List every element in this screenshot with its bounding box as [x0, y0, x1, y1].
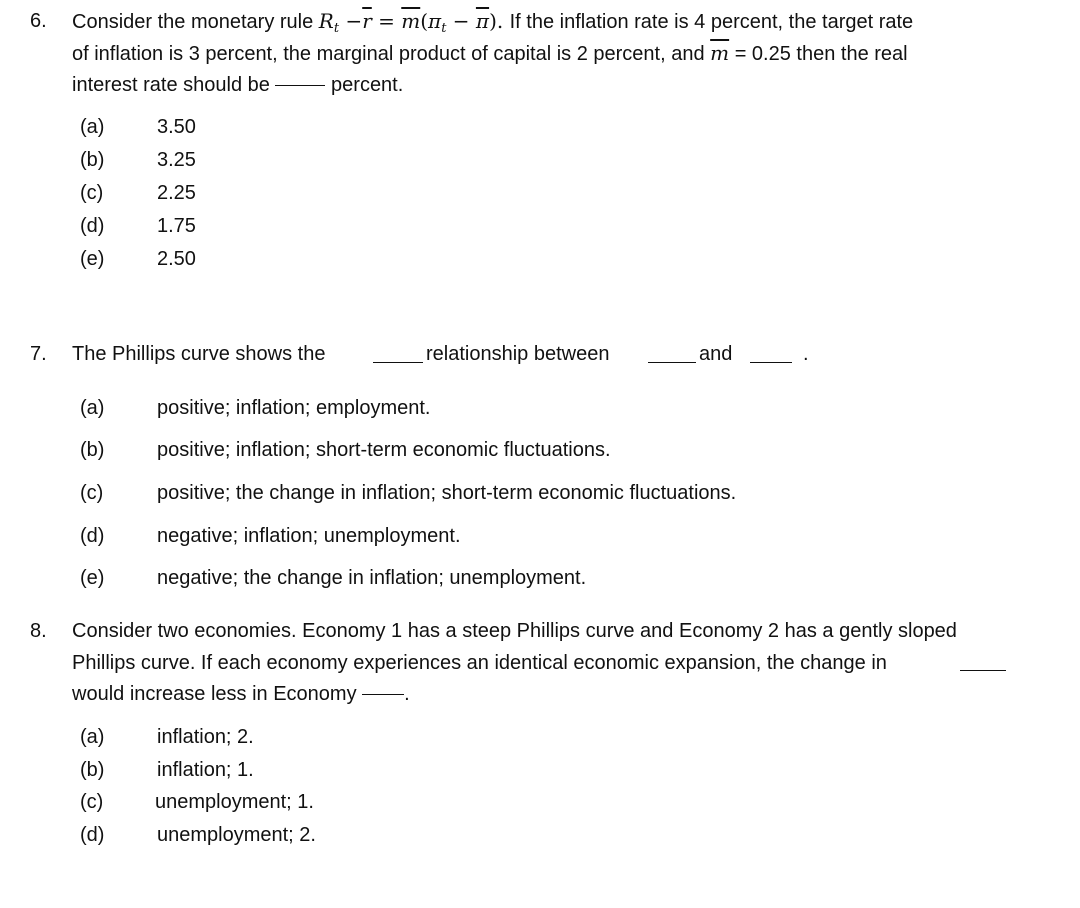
option-text: positive; the change in inflation; short-term economic fluctuations.: [157, 482, 737, 504]
formula-mbar: $\overline{m}$: [401, 9, 421, 33]
option-label: (b): [80, 149, 105, 171]
option-text: inflation; 1.: [157, 759, 254, 781]
option-label: (d): [80, 525, 105, 547]
question-number: 6.: [30, 10, 47, 32]
answer-blank: [373, 362, 423, 363]
question-number: 7.: [30, 343, 47, 365]
stem-text: of inflation is 3 percent, the marginal product of capital is 2 percent, and: [72, 43, 705, 65]
stem-text: = 0.25 then the real: [734, 43, 908, 65]
formula-pi: π: [428, 9, 442, 33]
stem-text: Consider two economies. Economy 1 has a steep Phillips curve and Economy 2 has a gently sloped: [72, 620, 957, 642]
option-label: (c): [80, 791, 104, 813]
stem-text: percent.: [331, 74, 404, 96]
option-label: (b): [80, 759, 105, 781]
option-text: 1.75: [157, 215, 196, 237]
option-text: 3.50: [157, 116, 196, 138]
formula-minus: −: [345, 9, 363, 33]
formula-sub-t: t: [333, 21, 340, 36]
stem-text: interest rate should be: [72, 74, 270, 96]
option-label: (e): [80, 248, 105, 270]
answer-blank: [275, 85, 325, 86]
monetary-rule-formula: [318, 9, 510, 36]
option-label: (b): [80, 439, 105, 461]
stem-text: relationship between: [426, 343, 610, 365]
option-text: inflation; 2.: [157, 726, 254, 748]
option-text: 2.50: [157, 248, 196, 270]
stem-text: The Phillips curve shows the: [72, 343, 326, 365]
option-label: (c): [80, 182, 104, 204]
stem-text: Consider the monetary rule: [72, 11, 314, 33]
option-label: (a): [80, 726, 105, 748]
option-text: 3.25: [157, 149, 196, 171]
formula-equals: =: [378, 9, 395, 33]
formula-open-paren: (: [420, 9, 429, 33]
stem-text: Phillips curve. If each economy experiences an identical economic expansion, the change in: [72, 652, 887, 674]
question-stem-line-3: [72, 72, 403, 98]
formula-rbar: $\overline{r}$: [362, 9, 372, 33]
option-text: unemployment; 2.: [157, 824, 316, 846]
formula-mbar-inline: $\overline{m}$: [710, 41, 730, 65]
stem-text: would increase less in Economy: [72, 683, 357, 705]
formula-pibar: $\overline{\pi}$: [475, 9, 490, 33]
option-label: (d): [80, 824, 105, 846]
option-label: (a): [80, 397, 105, 419]
question-stem-line-2: [72, 40, 908, 67]
answer-blank: [750, 362, 792, 363]
formula-sub-t-2: t: [441, 21, 447, 36]
option-text: positive; inflation; employment.: [157, 397, 431, 419]
option-text: negative; the change in inflation; unemployment.: [157, 567, 587, 589]
answer-blank: [362, 694, 404, 695]
question-stem-line-1: [72, 8, 913, 35]
formula-close-paren: ).: [489, 9, 504, 33]
stem-text: .: [803, 343, 809, 365]
option-text: positive; inflation; short-term economic fluctuations.: [157, 439, 611, 461]
formula-minus-2: −: [452, 9, 470, 33]
option-label: (c): [80, 482, 104, 504]
question-stem-line-3: [72, 681, 410, 707]
stem-text: and: [699, 343, 733, 365]
option-label: (a): [80, 116, 105, 138]
stem-text: If the inflation rate is 4 percent, the target rate: [509, 11, 914, 33]
answer-blank: [648, 362, 696, 363]
formula-R: R: [318, 9, 334, 33]
answer-blank: [960, 670, 1006, 671]
option-text: 2.25: [157, 182, 196, 204]
option-label: (e): [80, 567, 105, 589]
option-text: negative; inflation; unemployment.: [157, 525, 461, 547]
option-label: (d): [80, 215, 105, 237]
question-number: 8.: [30, 620, 47, 642]
stem-text: .: [404, 683, 410, 705]
option-text: unemployment; 1.: [155, 791, 314, 813]
